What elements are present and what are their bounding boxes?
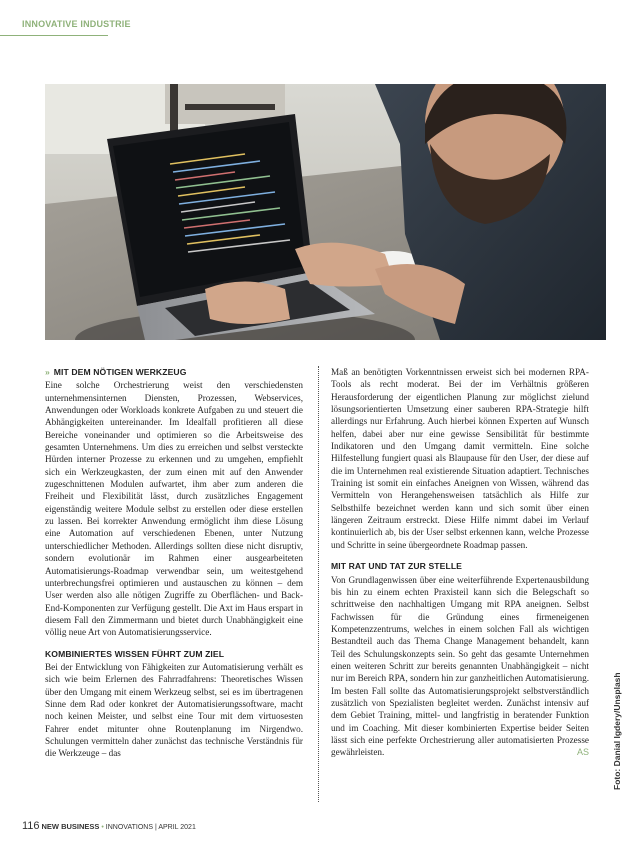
heading-mit-rat-und-tat: MIT RAT UND TAT ZUR STELLE xyxy=(331,561,463,572)
footer-divider: | xyxy=(154,824,157,831)
section-tag: INNOVATIVE INDUSTRIE xyxy=(22,19,131,29)
laptop-photo-illustration xyxy=(45,84,606,340)
magazine-name: NEW BUSINESS xyxy=(41,822,100,831)
heading-mit-dem-noetigen-werkzeug xyxy=(45,366,303,378)
footer-section: INNOVATIONS xyxy=(105,824,153,831)
section-tag-rule xyxy=(0,35,108,36)
heading-text: MIT DEM NÖTIGEN WERKZEUG xyxy=(53,367,187,377)
paragraph: Maß an benötigten Vorkenntnissen erweist sich bei modernen RPA-Tools als recht moderat. Bei der im Verhältnis größeren Herausforderung der eigentlichen Planung zur möglichst zielund lösungsorientierten Umsetzung einer sauberen RPA-Strategie hilft allerdings nur Erfahrung. Auch hierbei können Experten auf Wunsch helfen, dabei aber nur eine gewisse Sensibilität für bestimmte Indikatoren und den Umgang damit vermitteln. Eine solche Hilfestellung fungiert quasi als Blaupause für den User, der diese auf die im Unternehmen real existierende Situation adaptiert. Technisches Training ist somit ein einfaches Aneignen von Wissen, während das Vermitteln von Herangehensweisen tatsächlich als Hilfe zur Selbsthilfe bezeichnet werden kann und sich somit über einen längeren Zeitraum erstreckt. Diese Hilfe nimmt dabei im Verlauf kontinuierlich ab, bis der User selbst erkennen kann, welche Prozesse und Schritte in seine übergeordnete Roadmap passen. xyxy=(331,367,589,550)
column-divider xyxy=(318,366,319,802)
paragraph-text: Von Grundlagenwissen über eine weiterführende Expertenausbildung bis hin zu einem echten Praxisteil kann sich die Belegschaft so schrittweise den nachhaltigen Umgang mit RPA aneignen. Selbst Fachwissen für die Gründung eines firmeneigenen Kompetenzzentrums, welches in einem solchen Fall als wichtigen Bestandteil auch das Thema Change Management behandelt, kann Teil des Schulungskonzepts sein. So geht das gesamte Unternehmen einen weiteren Schritt zur bereits genannten Unabhängigkeit – nicht nur im Bereich RPA, sondern hin zur ganzheitlichen Automatisierung. Im besten Fall sollte das Automatisierungsprojekt selbstverständlich zusätzlich von Spezialisten begleitet werden. Zunächst intensiv auf dem Gebiet Training, mittel- und langfristig in beratender Funktion und im Coaching. Mit dieser kombinierten Expertise beider Seiten lässt sich eine perfekte Orchestrierung aller automatisierten Prozesse gewährleisten. xyxy=(331,574,589,758)
heading-kombiniertes-wissen: KOMBINIERTES WISSEN FÜHRT ZUM ZIEL xyxy=(45,648,225,659)
footer-issue: APRIL 2021 xyxy=(158,824,196,831)
photo-credit: Foto: Danial Igdery/Unsplash xyxy=(612,672,622,790)
right-column xyxy=(331,366,589,759)
footer-separator: • xyxy=(101,824,104,831)
left-column xyxy=(45,366,303,760)
section-marker-icon: » xyxy=(45,367,49,377)
author-initials: AS xyxy=(576,747,589,758)
article-photo xyxy=(45,84,606,340)
page-number: 116 xyxy=(22,820,40,832)
page-footer xyxy=(22,820,196,832)
paragraph-final xyxy=(331,574,589,759)
paragraph: Bei der Entwicklung von Fähigkeiten zur Automatisierung verhält es sich wie beim Erlernen des Fahrradfahrens: Theoretisches Wissen über den Umgang mit einem Werkzeug selbst, sei es im übertragenen Sinne dem Rad oder konkret der Automatisierungssoftware, macht noch keinen Meister, und selbst eine Tour mit dem virtuosesten Fahrer endet mitunter ohne Routenplanung im Nirgendwo. Schulungen vermitteln daher zunächst das technische Verständnis für die Werkzeuge – das xyxy=(45,661,303,759)
paragraph: Eine solche Orchestrierung weist den verschiedensten unternehmensinternen Diensten, Prozessen, Webservices, Anwendungen oder Workloads konkrete Aufgaben zu und steuert die Abhängigkeiten untereinander. Im Idealfall profitieren all diese Bereiche voneinander und optimieren so die Arbeitsweise des gesamten Unternehmens. Um dies zu erreichen und selbst versteckte Hürden interner Prozesse zu erkennen und zu umgehen, empfiehlt sich ein Werkzeugkasten, der zum einen mit auf den Anwender zugeschnittenen Modulen aufwartet, ihm aber zum anderen die Freiheit und Flexibilität lässt, durch zusätzliches Engagement eigenständig weitere Module selbst zu erstellen oder diese erstellen zu lassen. Bei korrekter Anwendung ermöglicht ihm diese Lösung eine Automation auf verschiedenen Ebenen, unter Nutzung unterschiedlicher Methoden. Allerdings sollten diese nicht disruptiv, sondern evolutionär im Rahmen einer ausgearbeiteten Automatisierungs-Roadmap verwendbar sein, um weitestgehend unterbrechungsfrei optimieren und austauschen zu können – dem User werden also alle nötigen Zugriffe zu Oberflächen- und Back-End-Komponenten zur Verfügung gestellt. Die Axt im Haus erspart in diesem Fall den Zimmermann und bietet durch Unabhängigkeit eine völlig neue Art von Automatisierungsservice. xyxy=(45,380,303,638)
